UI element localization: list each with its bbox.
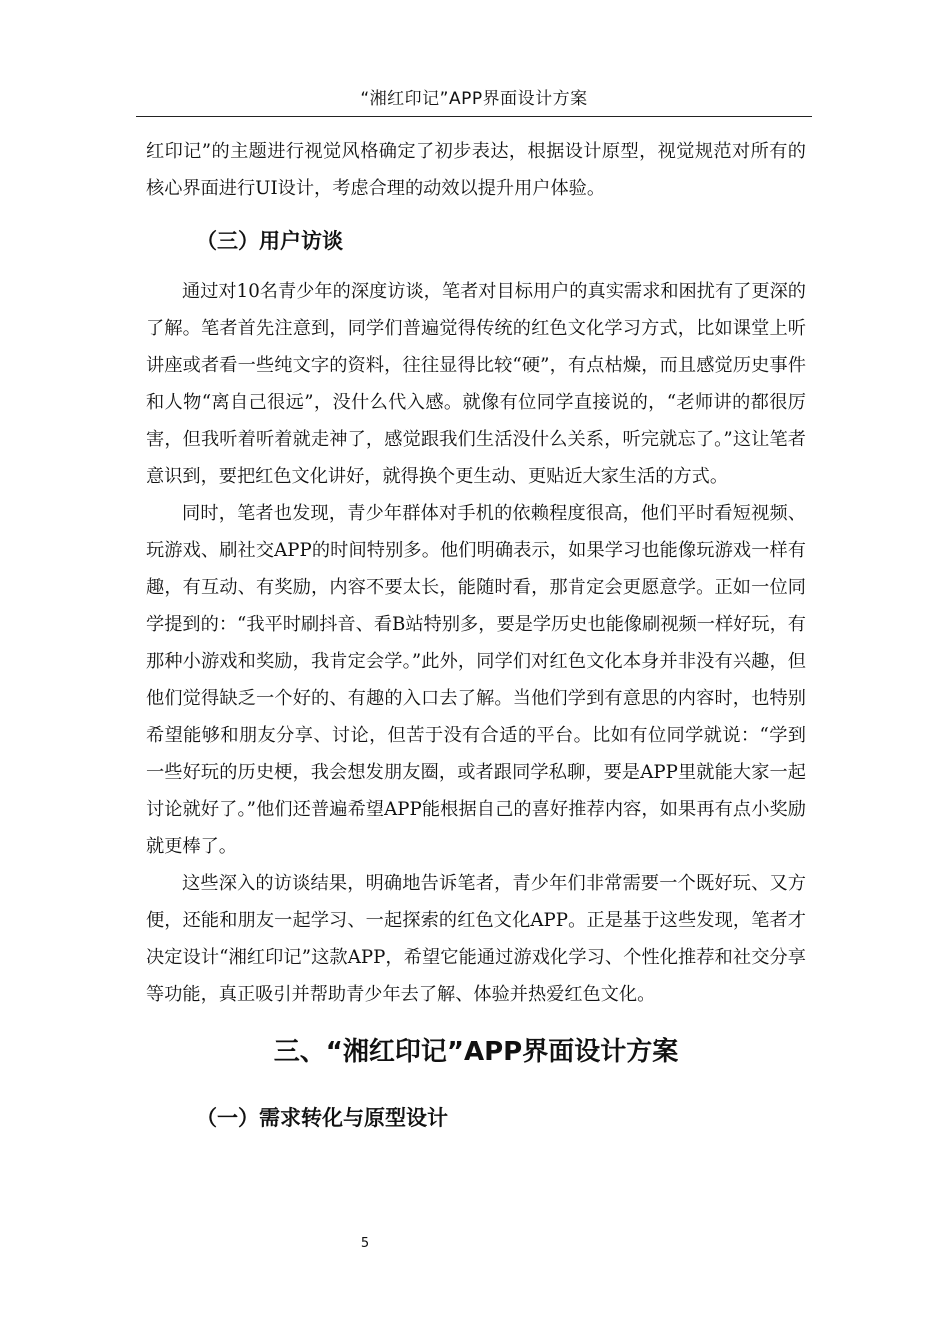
paragraph-continued: 红印记”的主题进行视觉风格确定了初步表达，根据设计原型，视觉规范对所有的核心界面进行UI设计，考虑合理的动效以提升用户体验。 bbox=[146, 141, 806, 199]
paragraph-interview-2: 同时，笔者也发现，青少年群体对手机的依赖程度很高，他们平时看短视频、玩游戏、刷社交APP的时间特别多。他们明确表示，如果学习也能像玩游戏一样有趣，有互动、有奖励，内容不要太长，能随时看，那肯定会更愿意学。正如一位同学提到的：“我平时刷抖音、看B站特别多，要是学历史也能像刷视频一样好玩，有那种小游戏和奖励，我肯定会学。”此外，同学们对红色文化本身并非没有兴趣，但他们觉得缺乏一个好的、有趣的入口去了解。当他们学到有意思的内容时，也特别希望能够和朋友分享、讨论，但苦于没有合适的平台。比如有位同学就说：“学到一些好玩的历史梗，我会想发朋友圈，或者跟同学私聊，要是APP里就能大家一起讨论就好了。”他们还普遍希望APP能根据自己的喜好推荐内容，如果再有点小奖励就更棒了。 bbox=[146, 503, 806, 857]
paragraph-interview-1: 通过对10名青少年的深度访谈，笔者对目标用户的真实需求和困扰有了更深的了解。笔者首先注意到，同学们普遍觉得传统的红色文化学习方式，比如课堂上听讲座或者看一些纯文字的资料，往往显得比较“硬”，有点枯燥，而且感觉历史事件和人物“离自己很远”，没什么代入感。就像有位同学直接说的，“老师讲的都很厉害，但我听着听着就走神了，感觉跟我们生活没什么关系，听完就忘了。”这让笔者意识到，要把红色文化讲好，就得换个更生动、更贴近大家生活的方式。 bbox=[146, 281, 806, 487]
header-divider bbox=[136, 116, 812, 117]
document-body bbox=[146, 133, 806, 1132]
chapter-heading: 三、“湘红印记”APP界面设计方案 bbox=[273, 1037, 679, 1067]
section-heading-requirements: （一）需求转化与原型设计 bbox=[196, 1106, 448, 1130]
paragraph-interview-3: 这些深入的访谈结果，明确地告诉笔者，青少年们非常需要一个既好玩、又方便，还能和朋友一起学习、一起探索的红色文化APP。正是基于这些发现，笔者才决定设计“湘红印记”这款APP，希望它能通过游戏化学习、个性化推荐和社交分享等功能，真正吸引并帮助青少年去了解、体验并热爱红色文化。 bbox=[146, 873, 806, 1005]
running-header: “湘红印记”APP界面设计方案 bbox=[360, 89, 588, 109]
page-number: 5 bbox=[360, 1236, 370, 1251]
section-heading-user-interview: （三）用户访谈 bbox=[196, 229, 343, 253]
